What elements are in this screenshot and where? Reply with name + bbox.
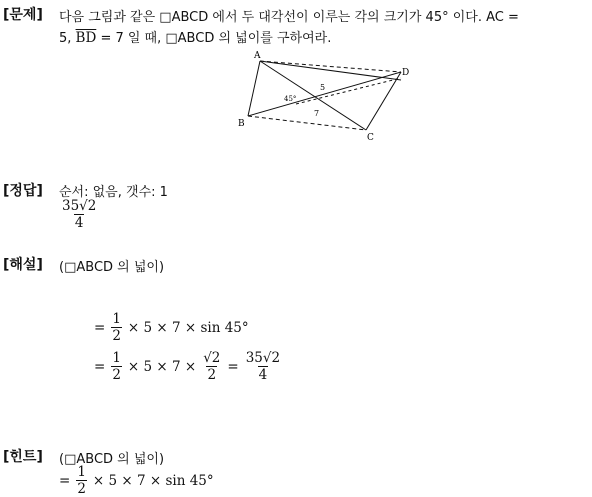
vertex-b-label: B <box>238 119 245 129</box>
ac-length-label: 5 <box>320 83 326 92</box>
answer-tag: [정답] <box>3 183 43 199</box>
fraction-denominator: 2 <box>112 367 121 383</box>
fraction-numerator: √2 <box>203 350 221 366</box>
explanation-intro: (□ABCD 의 넓이) <box>59 260 165 275</box>
quadrilateral-figure <box>236 48 416 142</box>
answer-text: 순서: 없음, 갯수: 1 <box>59 185 168 200</box>
fraction-denominator: 4 <box>258 367 268 383</box>
expression-rest: × 5 × 7 × sin 45° <box>92 472 214 489</box>
vertex-a-label: A <box>254 51 261 61</box>
answer-denominator: 4 <box>74 215 84 231</box>
fraction-numerator: 1 <box>77 464 86 480</box>
fraction-denominator: 2 <box>77 481 86 497</box>
problem-bd-segment: $\overline{BD}$ <box>75 30 97 46</box>
problem-line-2-rest: = 7 일 때, □ABCD 의 넓이를 구하여라. <box>100 31 332 46</box>
equals-sign: = <box>227 358 239 375</box>
angle-label: 45° <box>284 95 297 103</box>
expression-rest: × 5 × 7 × <box>127 358 197 375</box>
fraction-denominator: 2 <box>112 328 121 344</box>
vertex-c-label: C <box>367 133 374 142</box>
equals-sign: = <box>94 319 106 336</box>
construction-line-b <box>296 78 401 104</box>
hint-line <box>59 464 214 497</box>
bd-length-label: 7 <box>314 109 320 118</box>
explanation-tag: [해설] <box>3 257 43 273</box>
fraction-numerator: 1 <box>112 311 121 327</box>
equals-sign: = <box>59 472 71 489</box>
problem-ac-value: 5, <box>59 31 72 46</box>
fraction-denominator: 2 <box>207 367 217 383</box>
explanation-line-2 <box>94 350 283 383</box>
vertex-d-label: D <box>402 68 410 78</box>
problem-line-1: 다음 그림과 같은 □ABCD 에서 두 대각선이 이루는 각의 크기가 45° 이다. AC = <box>59 10 519 25</box>
answer-numerator: 35√2 <box>62 198 97 214</box>
equals-sign: = <box>94 358 106 375</box>
explanation-line-1 <box>94 311 249 344</box>
expression-rest: × 5 × 7 × sin 45° <box>127 319 249 336</box>
fraction-numerator: 1 <box>112 350 121 366</box>
answer-fraction <box>59 198 99 231</box>
hint-tag: [힌트] <box>3 449 43 465</box>
side-ab <box>248 61 260 116</box>
hint-intro: (□ABCD 의 넓이) <box>59 452 165 467</box>
problem-tag: [문제] <box>3 7 43 23</box>
problem-line-2 <box>59 27 331 46</box>
fraction-numerator: 35√2 <box>245 350 281 366</box>
